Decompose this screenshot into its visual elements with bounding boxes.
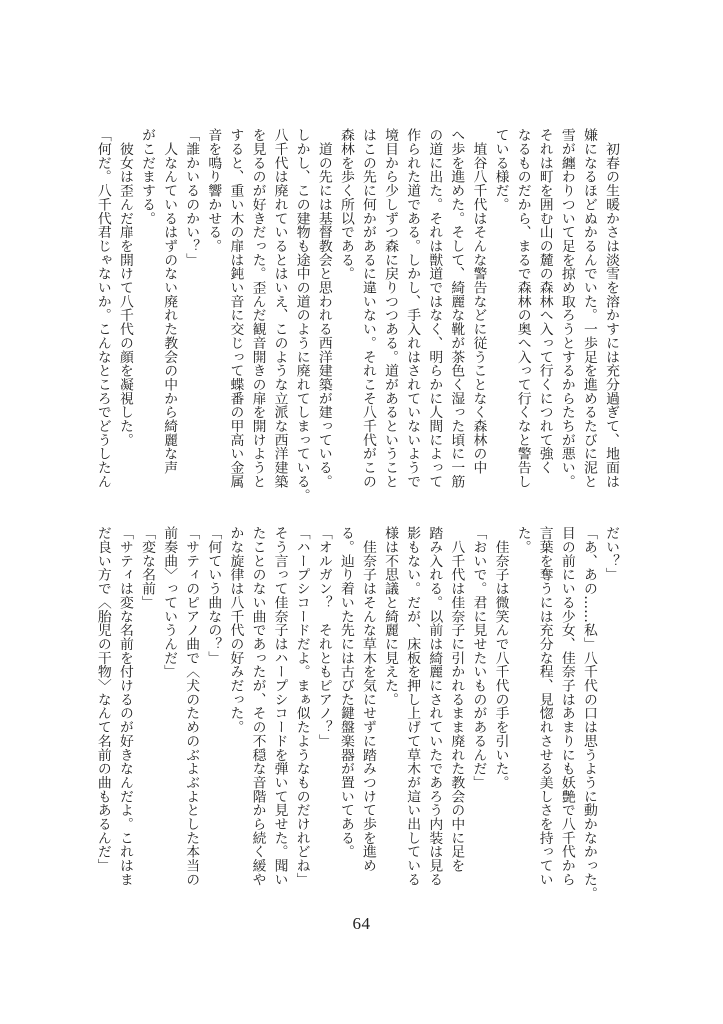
text-line: た。 — [514, 526, 531, 554]
text-line: 「あ、あの……私」八千代の口は思うように動かなかった。 — [580, 526, 597, 900]
text-line: 埴谷八千代はそんな警告などに従うことなく森林の中 — [470, 128, 487, 475]
text-line: 「ハープシコードだよ。まぁ似たようなものだけれどね」 — [293, 526, 310, 887]
text-line: だい？」 — [603, 526, 619, 582]
text-line: 音を鳴り響かせる。 — [205, 128, 222, 253]
text-block-lower — [92, 526, 622, 900]
text-line: すると、重い木の扉は鈍い音に交じって蝶番の甲高い金属 — [227, 128, 244, 489]
text-line: 人なんているはずのない廃れた教会の中から綺麗な声 — [161, 128, 178, 475]
text-line: 「誰かいるのかい？」 — [183, 128, 200, 267]
text-line: 「変な名前」 — [139, 526, 156, 610]
text-line: ている様だ。 — [492, 128, 509, 212]
text-line: を見るのが好きだった。歪んだ観音開きの扉を開けようと — [249, 128, 266, 489]
text-line: 「何だ。八千代君じゃないか。こんなところでどうしたん — [94, 128, 111, 489]
text-line: なるものだから、まるで森林の奥へ入って行くなと警告し — [514, 128, 531, 489]
text-line: 佳奈子は微笑んで八千代の手を引いた。 — [492, 526, 509, 790]
text-line: 佳奈子はそんな草木を気にせずに踏みつけて歩を進め — [359, 526, 376, 873]
text-line: 目の前にいる少女、佳奈子はあまりにも妖艶で八千代から — [558, 526, 575, 887]
text-line: 八千代は佳奈子に引かれるまま廃れた教会の中に足を — [448, 526, 465, 873]
text-line: 嫌になるほどぬかるんでいた。一歩足を進めるたびに泥と — [580, 128, 597, 489]
text-line: 八千代は廃れているとはいえ、このような立派な西洋建築 — [271, 128, 288, 489]
text-line: そう言って佳奈子はハープシコードを弾いて見せた。聞い — [271, 526, 288, 887]
text-line: だ良い方で〈胎児の干物〉なんて名前の曲もあるんだ」 — [94, 526, 111, 873]
text-line: 「何ていう曲なの？」 — [205, 526, 222, 665]
text-line: の道に出た。それは獣道ではなく、明らかに人間によって — [426, 128, 443, 489]
text-line: る。辿り着いた先には古びた鍵盤楽器が置いてある。 — [337, 526, 354, 859]
text-line: かな旋律は八千代の好みだった。 — [227, 526, 244, 734]
text-line: 雪が纏わりついて足を掠め取ろうとするからたちが悪い。 — [558, 128, 575, 489]
text-line: 作られた道である。しかし、手入れはされていないようで — [404, 128, 421, 489]
text-block-upper — [92, 128, 622, 502]
text-line: へ歩を進めた。そして、綺麗な靴が茶色く湿った頃に一筋 — [448, 128, 465, 489]
text-line: たことのない曲であったが、その不穏な音階から続く緩や — [249, 526, 266, 887]
text-line: それは町を囲む山の麓の森林へ入って行くにつれて強く — [536, 128, 553, 475]
text-line: はこの先に何かがあるに違いない。それこそ八千代がこの — [359, 128, 376, 489]
text-line: 前奏曲〉っていうんだ」 — [161, 526, 178, 679]
text-line: 境目から少しずつ森に戻りつつある。道があるということ — [382, 128, 399, 489]
text-line: 道の先には基督教会と思われる西洋建築が建っている。 — [315, 128, 332, 489]
text-line: 彼女は歪んだ扉を開けて八千代の顔を凝視した。 — [116, 128, 133, 447]
text-line: 初春の生暖かさは淡雪を溶かすには充分過ぎて、地面は — [603, 128, 619, 489]
text-line: 「オルガン？ それともピアノ？」 — [315, 526, 332, 748]
text-line: 「おいで。君に見せたいものがあるんだ」 — [470, 526, 487, 790]
text-line: 様は不思議と綺麗に見えた。 — [382, 526, 399, 707]
text-line: 踏み入れる。以前は綺麗にされていたであろう内装は見る — [426, 526, 443, 887]
text-line: しかし、この建物も途中の道のように廃れてしまっている。 — [293, 128, 310, 502]
text-line: 森林を歩く所以である。 — [337, 128, 354, 281]
text-line: がこだまする。 — [139, 128, 156, 225]
page-number: 64 — [352, 914, 371, 933]
text-line: 「サティは変な名前を付けるのが好きなんだよ。これはま — [116, 526, 133, 887]
text-line: 言葉を奪うには充分な程、見惚れさせる美しさを持ってい — [536, 526, 553, 887]
text-line: 影もない。だが、床板を押し上げて草木が這い出している — [404, 526, 421, 887]
text-line: 「サティのピアノ曲で〈犬のためのぶよぶよとした本当の — [183, 526, 200, 887]
